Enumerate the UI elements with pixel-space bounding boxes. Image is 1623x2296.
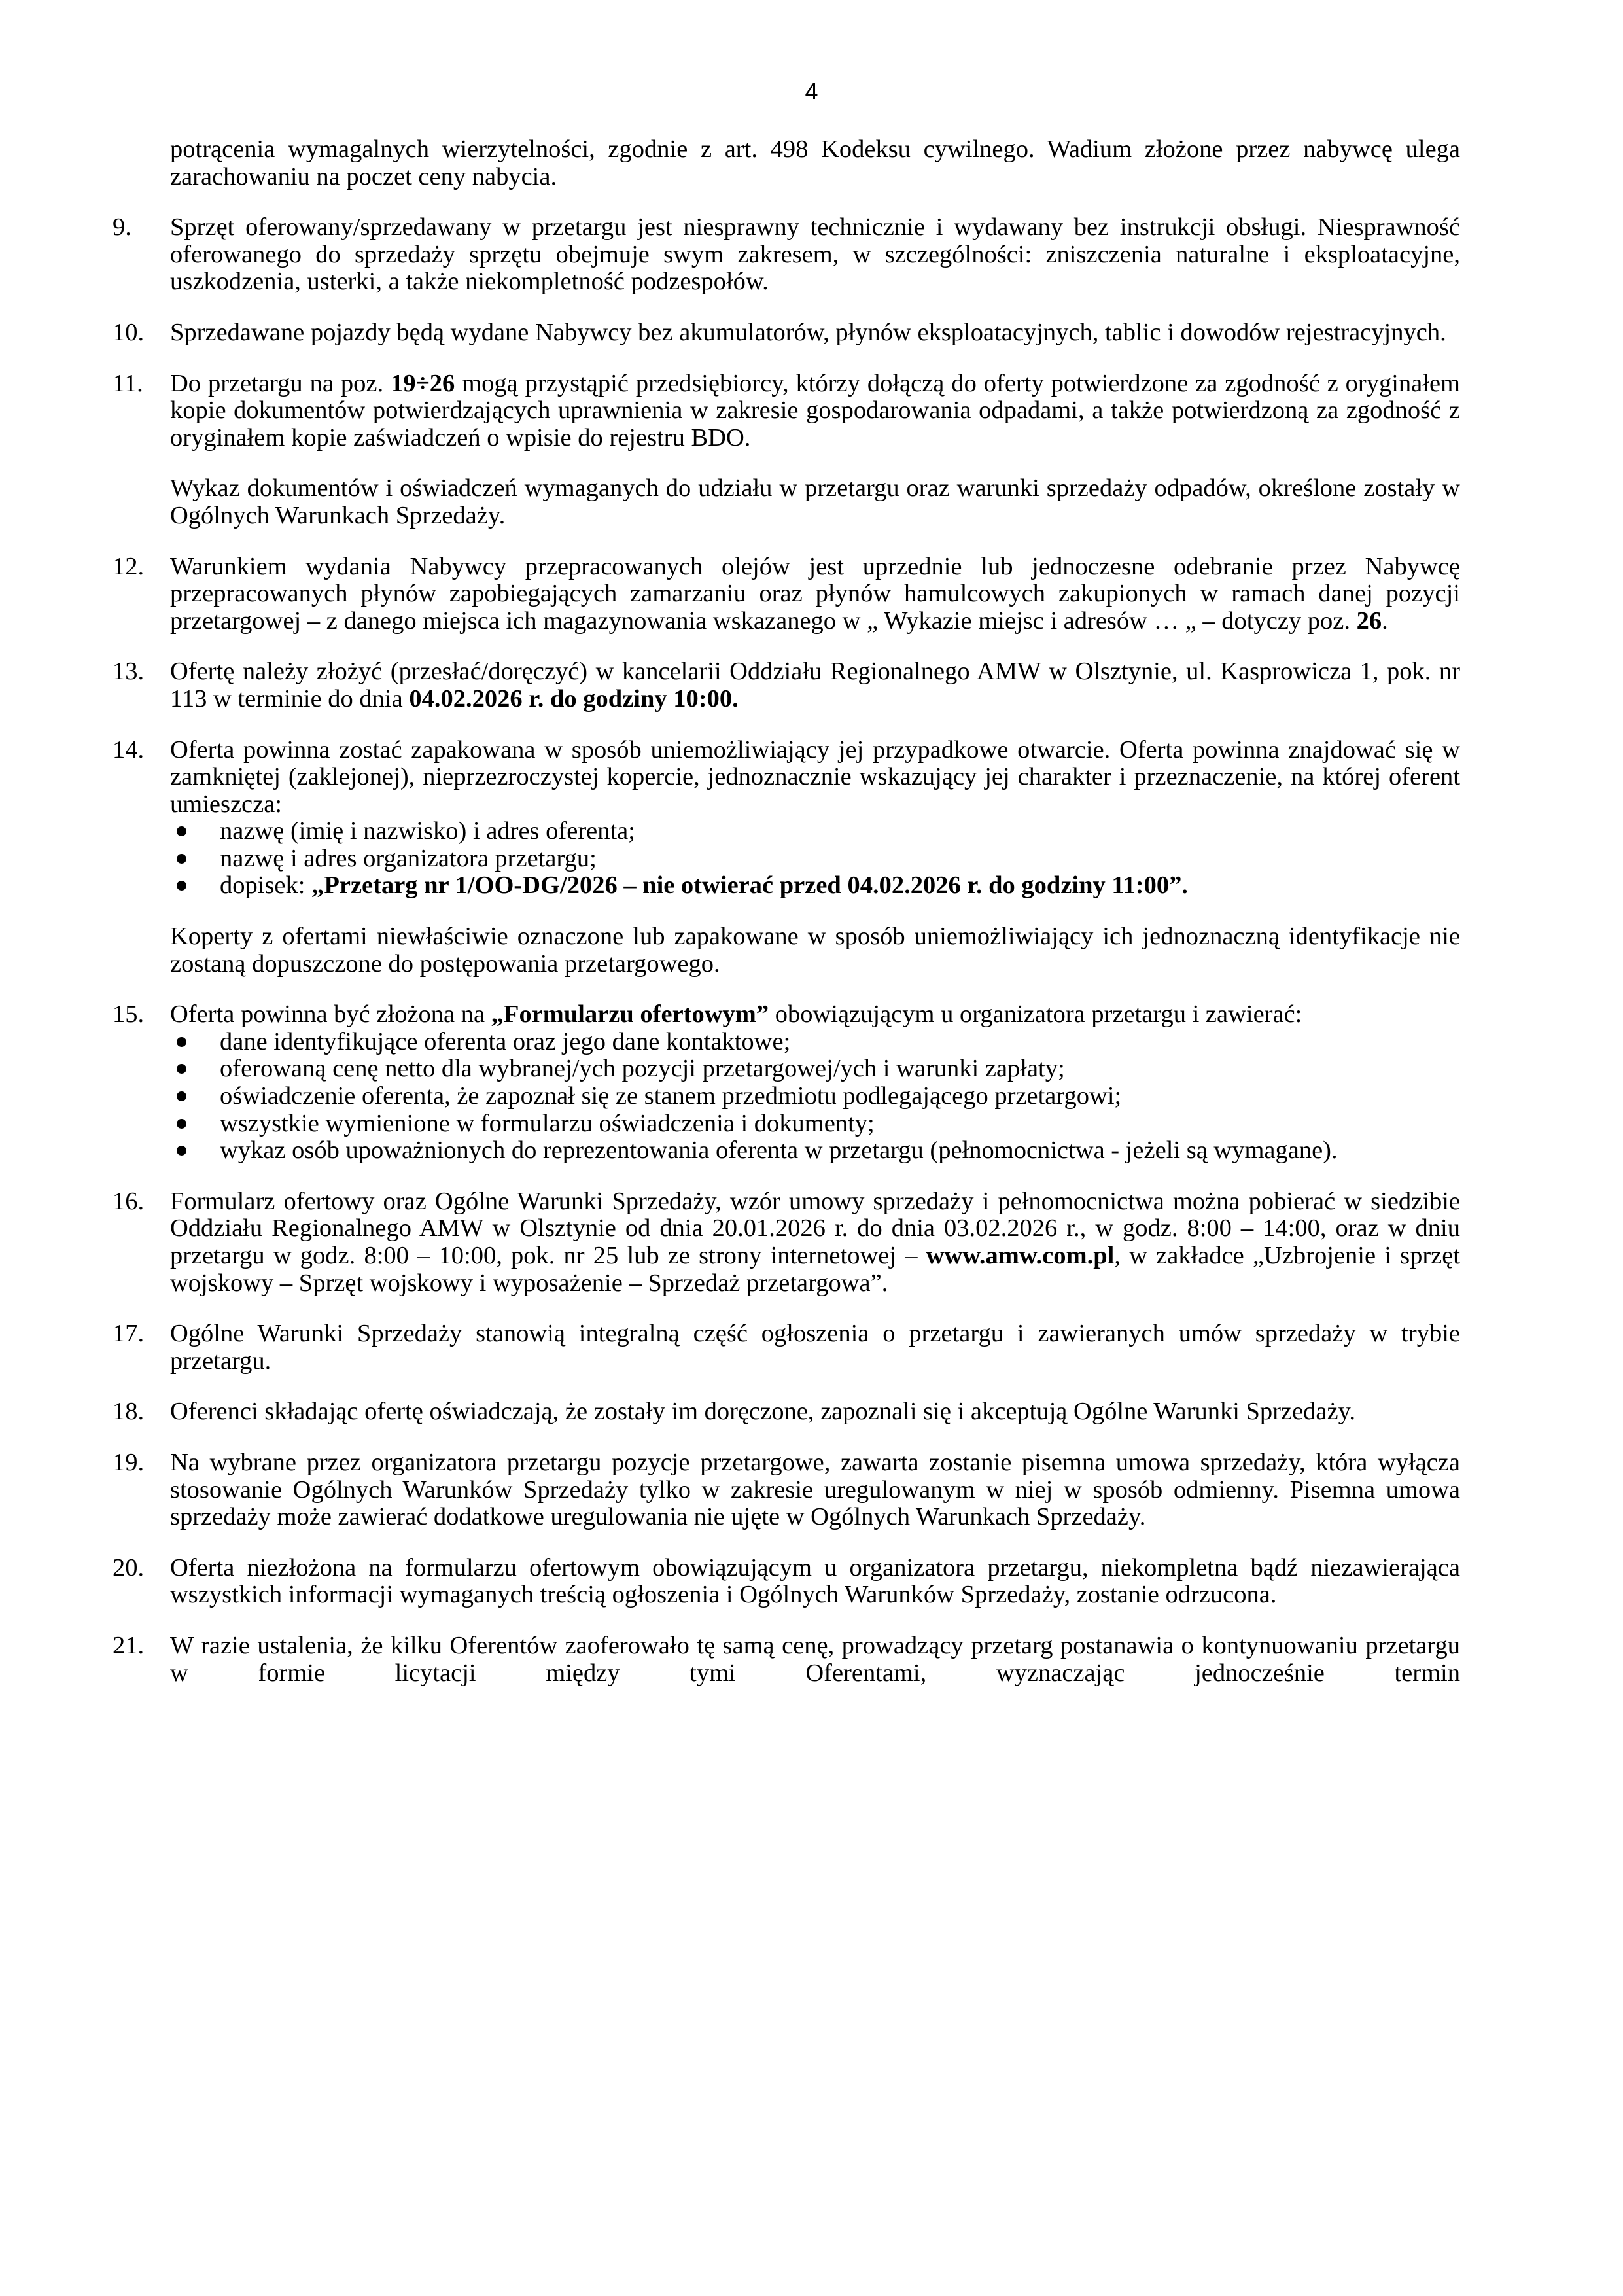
text-run: Wykaz dokumentów i oświadczeń wymaganych do udziału w przetargu oraz warunki sprzedaży odpadów, określone zostały w Ogólnych Warunkach Sprzedaży. — [170, 474, 1460, 529]
bold-text: www.amw.com.pl — [926, 1242, 1115, 1269]
clause-paragraph — [170, 1398, 1460, 1426]
bullet-icon — [177, 1146, 186, 1156]
clause-paragraph — [170, 1320, 1460, 1375]
clause-number: 9. — [113, 213, 131, 241]
text-run: Koperty z ofertami niewłaściwie oznaczone lub zapakowane w sposób uniemożliwiający ich jednoznaczną identyfikacje nie zostaną dopuszczone do postępowania przetargowego. — [170, 923, 1460, 978]
clause-number: 20. — [113, 1553, 145, 1581]
bullet-item — [170, 818, 1460, 845]
text-run: wszystkie wymienione w formularzu oświadczenia i dokumenty; — [220, 1109, 875, 1137]
bullet-item — [170, 1083, 1460, 1110]
numbered-clause-13 — [113, 658, 1460, 713]
bullet-icon — [177, 1037, 186, 1047]
text-run: Na wybrane przez organizatora przetargu pozycje przetargowe, zawarta zostanie pisemna umowa sprzedaży, która wyłącza stosowanie Ogólnych Warunków Sprzedaży tylko w zakresie uregulowanym w niej w sposób odmienny. Pisemna umowa sprzedaży może zawierać dodatkowe uregulowania nie ujęte w Ogólnych Warunkach Sprzedaży. — [170, 1448, 1460, 1531]
clause-number: 19. — [113, 1448, 145, 1476]
clause-number: 16. — [113, 1187, 145, 1215]
bullet-list — [170, 818, 1460, 900]
clause-note-paragraph — [170, 923, 1460, 978]
clause-paragraph — [170, 475, 1460, 529]
text-run: Sprzęt oferowany/sprzedawany w przetargu jest niesprawny technicznie i wydawany bez instrukcji obsługi. Niesprawność oferowanego do sprzedaży sprzętu obejmuje swym zakresem, w szczególności: zniszczenia naturalne i eksploatacyjne, uszkodzenia, usterki, a także niekompletność podzespołów. — [170, 213, 1460, 296]
bullet-icon — [177, 826, 186, 836]
bullet-icon — [177, 1091, 186, 1101]
document-body — [113, 136, 1460, 1710]
text-run: potrącenia wymagalnych wierzytelności, zgodnie z art. 498 Kodeksu cywilnego. Wadium złożone przez nabywcę ulega zarachowaniu na poczet ceny nabycia. — [170, 135, 1460, 190]
bullet-icon — [177, 1064, 186, 1074]
text-run: oferowaną cenę netto dla wybranej/ych pozycji przetargowej/ych i warunki zapłaty; — [220, 1055, 1065, 1083]
numbered-clause-15 — [113, 1001, 1460, 1165]
text-run: Do przetargu na poz. — [170, 369, 391, 397]
numbered-clause-21 — [113, 1633, 1460, 1687]
page-number: 4 — [805, 78, 818, 105]
clause-number: 10. — [113, 318, 145, 346]
numbered-clause-10 — [113, 319, 1460, 347]
bullet-item — [170, 1055, 1460, 1083]
numbered-clause-17 — [113, 1320, 1460, 1375]
continuation-paragraph — [113, 136, 1460, 190]
text-run: . — [1382, 607, 1388, 635]
text-run: dane identyfikujące oferenta oraz jego dane kontaktowe; — [220, 1027, 791, 1055]
bold-text: 19÷26 — [391, 369, 455, 397]
text-run: W razie ustalenia, że kilku Oferentów zaoferowało tę samą cenę, prowadzący przetarg postanawia o kontynuowaniu przetargu w formie licytacji między tymi Oferentami, wyznaczając jednocześnie termin — [170, 1631, 1460, 1687]
text-run: , w zakładce „Uzbrojenie i sprzęt wojskowy – Sprzęt wojskowy i wyposażenie – Sprzedaż przetargowa”. — [170, 1242, 1461, 1297]
clause-number: 14. — [113, 735, 145, 764]
bullet-item — [170, 1029, 1460, 1056]
clause-paragraph — [170, 319, 1460, 347]
clause-number: 21. — [113, 1631, 145, 1659]
bullet-item — [170, 872, 1460, 900]
bullet-item — [170, 1137, 1460, 1165]
numbered-clause-20 — [113, 1555, 1460, 1609]
text-run: Sprzedawane pojazdy będą wydane Nabywcy bez akumulatorów, płynów eksploatacyjnych, tablic i dowodów rejestracyjnych. — [170, 318, 1446, 346]
text-run: Oferta powinna być złożona na — [170, 1000, 491, 1029]
bullet-item — [170, 1110, 1460, 1138]
text-run: Warunkiem wydania Nabywcy przepracowanych olejów jest uprzednie lub jednoczesne odebranie przez Nabywcę przepracowanych płynów zapobiegających zamarzaniu oraz płynów hamulcowych zakupionych w ramach danej pozycji przetargowej – z danego miejsca ich magazynowania wskazanego w „ Wykazie miejsc i adresów … „ – dotyczy poz. — [170, 552, 1460, 635]
clause-paragraph — [170, 1188, 1460, 1297]
numbered-clause-12 — [113, 554, 1460, 635]
bullet-item — [170, 845, 1460, 873]
clause-paragraph — [170, 370, 1460, 452]
clause-number: 18. — [113, 1398, 145, 1426]
clause-paragraph — [170, 214, 1460, 296]
numbered-clause-18 — [113, 1398, 1460, 1426]
bullet-icon — [177, 854, 186, 864]
bullet-list — [170, 1029, 1460, 1165]
clause-paragraph — [170, 658, 1460, 713]
clause-number: 11. — [113, 369, 143, 397]
bullet-icon — [177, 1119, 186, 1129]
text-run: Oferenci składając ofertę oświadczają, że zostały im doręczone, zapoznali się i akceptują Ogólne Warunki Sprzedaży. — [170, 1398, 1355, 1426]
bold-text: „Formularzu ofertowym” — [491, 1000, 769, 1029]
text-run: Formularz ofertowy oraz Ogólne Warunki Sprzedaży, wzór umowy sprzedaży i pełnomocnictwa można pobierać w siedzibie Oddziału Regionalnego AMW w Olsztynie od dnia 20.01.2026 r. do dnia 03.02.2026 r., w godz. 8:00 – 14:00, oraz w dniu przetargu w godz. 8:00 – 10:00, pok. nr 25 lub ze strony internetowej – — [170, 1187, 1460, 1269]
clause-paragraph — [170, 1633, 1460, 1687]
numbered-clause-9 — [113, 214, 1460, 296]
clause-number: 13. — [113, 658, 145, 686]
text-run: Ogólne Warunki Sprzedaży stanowią integralną część ogłoszenia o przetargu i zawieranych umów sprzedaży w trybie przetargu. — [170, 1320, 1460, 1375]
text-run: wykaz osób upoważnionych do reprezentowania oferenta w przetargu (pełnomocnictwa - jeżeli są wymagane). — [220, 1137, 1338, 1165]
text-run: Oferta niezłożona na formularzu ofertowym obowiązującym u organizatora przetargu, niekompletna bądź niezawierająca wszystkich informacji wymaganych treścią ogłoszenia i Ogólnych Warunków Sprzedaży, zostanie odrzucona. — [170, 1553, 1460, 1609]
clause-number: 17. — [113, 1320, 145, 1348]
text-run: nazwę i adres organizatora przetargu; — [220, 844, 597, 872]
bullet-icon — [177, 881, 186, 891]
text-run: nazwę (imię i nazwisko) i adres oferenta; — [220, 817, 635, 845]
text-run: oświadczenie oferenta, że zapoznał się ze stanem przedmiotu podlegającego przetargowi; — [220, 1082, 1122, 1110]
clause-paragraph — [170, 1449, 1460, 1531]
bold-text: 26 — [1356, 607, 1382, 635]
numbered-clause-19 — [113, 1449, 1460, 1531]
clause-paragraph — [170, 1001, 1460, 1029]
text-run: Oferta powinna zostać zapakowana w sposób uniemożliwiający jej przypadkowe otwarcie. Oferta powinna znajdować się w zamkniętej (zaklejonej), nieprzezroczystej kopercie, jednoznacznie wskazujący jej charakter i przeznaczenie, na której oferent umieszcza: — [170, 735, 1460, 818]
text-run: Ofertę należy złożyć (przesłać/doręczyć) w kancelarii Oddziału Regionalnego AMW w Olsztynie, ul. Kasprowicza 1, pok. nr 113 w terminie do dnia — [170, 658, 1460, 713]
clause-paragraph — [170, 554, 1460, 635]
numbered-clause-11 — [113, 370, 1460, 530]
clause-paragraph — [170, 136, 1460, 190]
text-run: mogą przystąpić przedsiębiorcy, którzy dołączą do oferty potwierdzone za zgodność z oryginałem kopie dokumentów potwierdzających uprawnienia w zakresie gospodarowania odpadami, a także potwierdzoną za zgodność z oryginałem kopie zaświadczeń o wpisie do rejestru BDO. — [170, 369, 1460, 451]
text-run: dopisek: — [220, 872, 312, 900]
bold-text: „Przetarg nr 1/OO-DG/2026 – nie otwierać przed 04.02.2026 r. do godziny 11:00”. — [311, 872, 1188, 900]
clause-paragraph — [170, 737, 1460, 819]
clause-number: 15. — [113, 1000, 145, 1029]
text-run: obowiązującym u organizatora przetargu i zawierać: — [769, 1000, 1302, 1029]
bold-text: 04.02.2026 r. do godziny 10:00. — [409, 684, 739, 713]
numbered-clause-16 — [113, 1188, 1460, 1297]
clause-number: 12. — [113, 552, 145, 580]
clause-paragraph — [170, 1555, 1460, 1609]
numbered-clause-14 — [113, 737, 1460, 978]
